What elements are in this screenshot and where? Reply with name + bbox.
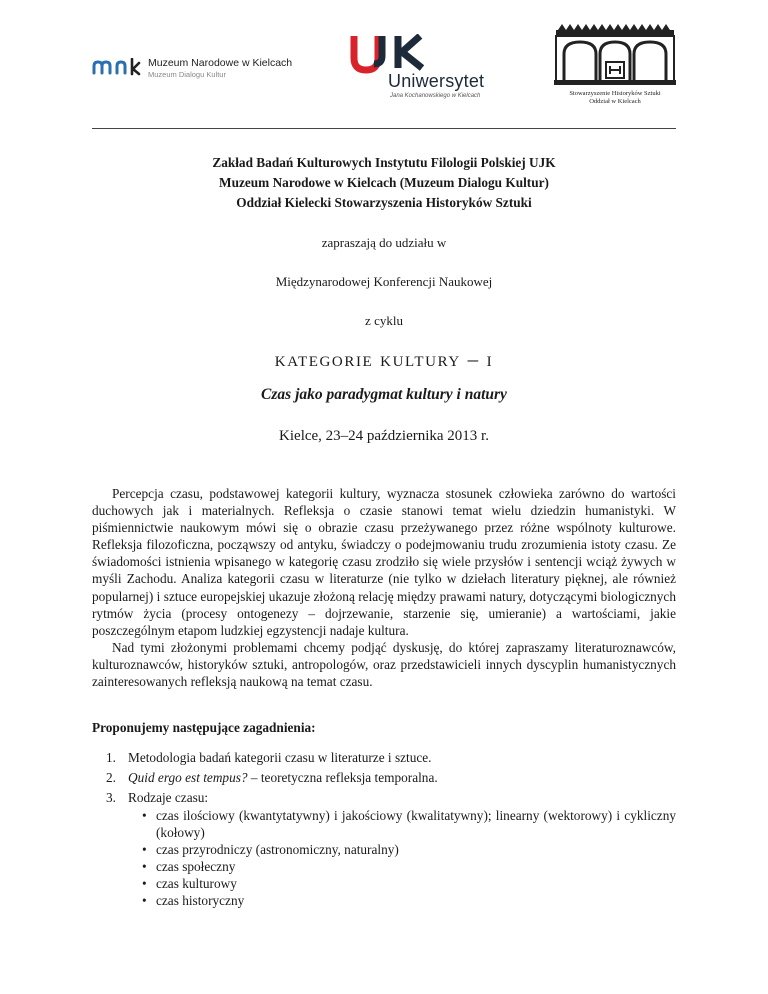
list-number: 2. xyxy=(106,770,116,785)
list-text: Rodzaje czasu: xyxy=(128,790,209,805)
list-item: • czas społeczny xyxy=(142,858,676,875)
list-item: • czas ilościowy (kwantytatywny) i jakościowy (kwalitatywny); linearny (wektorowy) i cykliczny (kołowy) xyxy=(142,807,676,841)
organizers xyxy=(92,153,676,213)
mnk-name: Muzeum Narodowe w Kielcach xyxy=(148,57,293,69)
list-item xyxy=(92,769,676,786)
shs-caption-line1: Stowarzyszenie Historyków Sztuki xyxy=(569,90,661,97)
paragraph: Nad tymi złożonymi problemami chcemy podjąć dyskusję, do której zapraszamy literaturoznawców, kulturoznawców, historyków sztuki, antropologów, oraz przedstawicieli innych dyscyplin humanistycznych zainteresowanych refleksją naukową na temat czasu. xyxy=(92,639,676,690)
proposals-heading: Proponujemy następujące zagadnienia: xyxy=(92,720,316,735)
list-text: Metodologia badań kategorii czasu w literaturze i sztuce. xyxy=(128,750,432,765)
mnk-logo-icon xyxy=(92,58,144,76)
latin-phrase: Quid ergo est tempus? xyxy=(128,770,248,785)
description xyxy=(92,485,676,690)
shs-caption-line2: Oddział w Kielcach xyxy=(589,98,641,105)
paragraph: Percepcja czasu, podstawowej kategorii kultury, wyznacza stosunek człowieka zarówno do wartości duchowych jak i materialnych. Refleksja o czasie stanowi temat wielu dziedzin humanistyki. W piśmiennictwie naukowym mówi się o obrazie czasu przeżywanego przez różne wspólnoty kulturowe. Refleksja filozoficzna, począwszy od antyku, świadczy o podejmowaniu trudu zrozumienia istoty czasu. Ze świadomości istnienia wpisanego w kategorię czasu zrodziło się wiele przysłów i sentencji wciąż żywych w myśli Zachodu. Analiza kategorii czasu w literaturze (nie tylko w dziełach literatury pięknej, ale również popularnej) i sztuce europejskiej ukazuje złożoną relację między prawami natury, dotyczącymi biologicznych rytmów życia (procesy ontogenezy – dojrzewanie, starzenie się, umieranie) a wartościami, jakie poszczególnym etapom ludzkiej egzystencji nadaje kultura. xyxy=(92,486,676,638)
list-number: 1. xyxy=(106,750,116,765)
topics-list xyxy=(92,749,676,913)
conference-subtitle: Czas jako paradygmat kultury i natury xyxy=(261,386,507,403)
ujk-subname: Jana Kochanowskiego w Kielcach xyxy=(390,93,481,99)
subtopics-list xyxy=(142,807,676,910)
organizer: Zakład Badań Kulturowych Instytutu Filologii Polskiej UJK xyxy=(212,155,556,170)
arcade-building-icon xyxy=(550,20,680,86)
header-divider xyxy=(92,128,676,129)
list-item xyxy=(92,789,676,910)
list-text-rest: – teoretyczna refleksja temporalna. xyxy=(247,770,438,785)
list-text xyxy=(128,769,676,786)
muzeum-narodowe-logo xyxy=(92,54,292,84)
list-item: • czas historyczny xyxy=(142,892,676,909)
list-item: • czas przyrodniczy (astronomiczny, naturalny) xyxy=(142,841,676,858)
list-item: • czas kulturowy xyxy=(142,875,676,892)
ujk-name: Uniwersytet xyxy=(388,71,485,91)
organizer: Muzeum Narodowe w Kielcach (Muzeum Dialogu Kultur) xyxy=(219,175,549,190)
cycle-text: z cyklu xyxy=(365,313,403,328)
conference-text: Międzynarodowej Konferencji Naukowej xyxy=(275,274,493,289)
list-number: 3. xyxy=(106,790,116,805)
organizer: Oddział Kielecki Stowarzyszenia Historyków Sztuki xyxy=(236,195,532,210)
ujk-mark-icon xyxy=(348,34,438,74)
invite-text: zapraszają do udziału w xyxy=(321,235,447,250)
mnk-subname: Muzeum Dialogu Kultur xyxy=(148,70,226,79)
conference-title: kategorie kultury – i xyxy=(274,347,494,371)
list-item xyxy=(92,749,676,766)
ujk-logo xyxy=(348,34,498,106)
shs-logo xyxy=(550,20,680,110)
place-date: Kielce, 23–24 października 2013 r. xyxy=(279,428,489,444)
